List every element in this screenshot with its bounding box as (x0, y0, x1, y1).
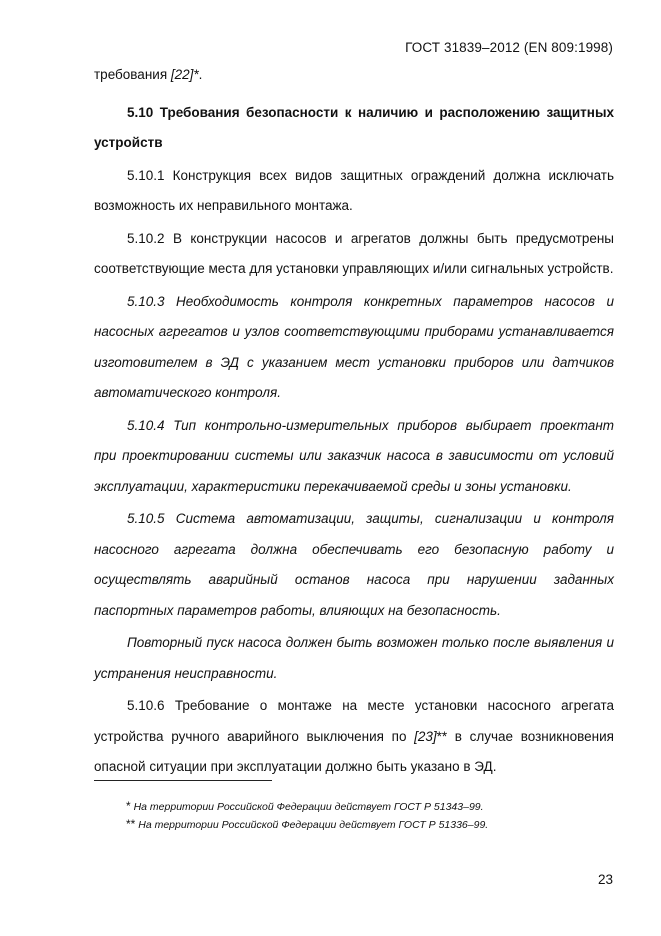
document-header: ГОСТ 31839–2012 (EN 809:1998) (405, 40, 613, 55)
footnotes (126, 798, 606, 834)
page-body (94, 60, 614, 783)
footnote-text: На территории Российской Федерации действует ГОСТ Р 51336–99. (135, 819, 489, 831)
paragraph-5-10-6-tail: ** в случае возникновения опасной ситуации при эксплуатации должно быть указано в ЭД. (94, 728, 614, 774)
paragraph-5-10-2: 5.10.2 В конструкции насосов и агрегатов должны быть предусмотрены соответствующие места для установки управляющих и/или сигнальных устройств. (94, 230, 614, 276)
reference-22: [22]* (170, 67, 199, 82)
paragraph-5-10-6 (94, 691, 614, 783)
paragraph-5-10-6-text: 5.10.6 Требование о монтаже на месте установки насосного агрегата устройства ручного аварийного выключения по (94, 698, 614, 744)
continuation-end: . (198, 67, 203, 82)
paragraph-5-10-5: 5.10.5 Система автоматизации, защиты, сигнализации и контроля насосного агрегата должна обеспечивать его безопасную работу и осуществлять аварийный останов насоса при нарушении заданных паспортных параметров работы, влияющих на безопасность. (94, 511, 614, 618)
footnote-divider (94, 780, 272, 781)
footnote-mark: ** (126, 817, 136, 831)
footnote-text: На территории Российской Федерации действует ГОСТ Р 51343–99. (130, 801, 484, 813)
footnote-mark: * (126, 799, 131, 813)
reference-23: [23] (414, 728, 437, 744)
paragraph-5-10-3: 5.10.3 Необходимость контроля конкретных параметров насосов и насосных агрегатов и узлов соответствующими приборами устанавливается изготовителем в ЭД с указанием мест установки приборов или датчиков автоматического контроля. (94, 293, 614, 400)
section-title-5-10: 5.10 Требования безопасности к наличию и расположению защитных устройств (94, 104, 614, 150)
footnote-1 (126, 798, 606, 816)
paragraph-restart: Повторный пуск насоса должен быть возможен только после выявления и устранения неисправности. (94, 635, 614, 681)
paragraph-5-10-1: 5.10.1 Конструкция всех видов защитных ограждений должна исключать возможность их неправильного монтажа. (94, 167, 614, 213)
footnote-2 (126, 816, 606, 834)
page-number: 23 (597, 872, 613, 887)
continuation-text: требования (94, 67, 171, 82)
paragraph-5-10-4: 5.10.4 Тип контрольно-измерительных приборов выбирает проектант при проектировании системы или заказчик насоса в зависимости от условий эксплуатации, характеристики перекачиваемой среды и зоны установки. (94, 417, 614, 494)
paragraph-continuation (94, 60, 614, 91)
